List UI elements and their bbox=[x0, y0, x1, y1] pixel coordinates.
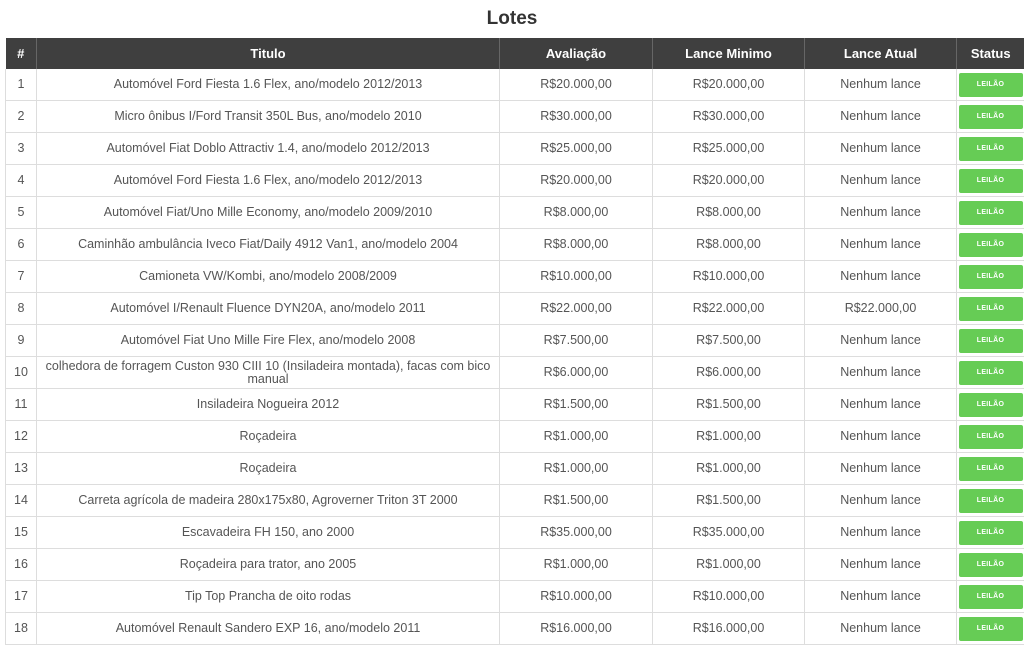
lot-min-bid: R$22.000,00 bbox=[653, 293, 805, 325]
lot-status-cell bbox=[957, 293, 1024, 325]
lot-title: Automóvel Ford Fiesta 1.6 Flex, ano/modelo 2012/2013 bbox=[37, 165, 500, 197]
table-row bbox=[6, 357, 1024, 389]
lot-evaluation: R$20.000,00 bbox=[500, 165, 653, 197]
leilao-status-button[interactable]: LEILÃO bbox=[959, 265, 1023, 289]
lot-status-cell bbox=[957, 485, 1024, 517]
lot-min-bid: R$8.000,00 bbox=[653, 197, 805, 229]
lot-title: Roçadeira bbox=[37, 421, 500, 453]
lot-current-bid: Nenhum lance bbox=[805, 325, 957, 357]
table-row bbox=[6, 325, 1024, 357]
lot-current-bid: Nenhum lance bbox=[805, 229, 957, 261]
lot-evaluation: R$8.000,00 bbox=[500, 197, 653, 229]
lot-status-cell bbox=[957, 325, 1024, 357]
leilao-status-button[interactable]: LEILÃO bbox=[959, 233, 1023, 257]
lot-status-cell bbox=[957, 357, 1024, 389]
column-header-title: Titulo bbox=[37, 38, 500, 69]
lot-status-cell bbox=[957, 133, 1024, 165]
leilao-status-button[interactable]: LEILÃO bbox=[959, 617, 1023, 641]
lot-current-bid: R$22.000,00 bbox=[805, 293, 957, 325]
lot-min-bid: R$20.000,00 bbox=[653, 69, 805, 101]
lot-status-cell bbox=[957, 517, 1024, 549]
column-header-number: # bbox=[6, 38, 37, 69]
lot-title: Automóvel Fiat Doblo Attractiv 1.4, ano/modelo 2012/2013 bbox=[37, 133, 500, 165]
lot-number: 8 bbox=[6, 293, 37, 325]
lot-min-bid: R$10.000,00 bbox=[653, 261, 805, 293]
leilao-status-button[interactable]: LEILÃO bbox=[959, 73, 1023, 97]
lot-evaluation: R$1.000,00 bbox=[500, 453, 653, 485]
lot-title: Roçadeira para trator, ano 2005 bbox=[37, 549, 500, 581]
lot-number: 13 bbox=[6, 453, 37, 485]
lot-current-bid: Nenhum lance bbox=[805, 101, 957, 133]
lot-current-bid: Nenhum lance bbox=[805, 261, 957, 293]
table-row bbox=[6, 581, 1024, 613]
lot-current-bid: Nenhum lance bbox=[805, 517, 957, 549]
lot-evaluation: R$20.000,00 bbox=[500, 69, 653, 101]
lot-min-bid: R$1.500,00 bbox=[653, 485, 805, 517]
table-row bbox=[6, 229, 1024, 261]
leilao-status-button[interactable]: LEILÃO bbox=[959, 585, 1023, 609]
lot-title: Automóvel Renault Sandero EXP 16, ano/modelo 2011 bbox=[37, 613, 500, 645]
lot-number: 1 bbox=[6, 69, 37, 101]
lot-number: 10 bbox=[6, 357, 37, 389]
lot-title: Automóvel Ford Fiesta 1.6 Flex, ano/modelo 2012/2013 bbox=[37, 69, 500, 101]
column-header-evaluation: Avaliação bbox=[500, 38, 653, 69]
table-row bbox=[6, 261, 1024, 293]
lot-current-bid: Nenhum lance bbox=[805, 165, 957, 197]
lot-current-bid: Nenhum lance bbox=[805, 69, 957, 101]
lot-status-cell bbox=[957, 581, 1024, 613]
table-row bbox=[6, 293, 1024, 325]
lot-number: 9 bbox=[6, 325, 37, 357]
leilao-status-button[interactable]: LEILÃO bbox=[959, 521, 1023, 545]
lot-current-bid: Nenhum lance bbox=[805, 421, 957, 453]
page-title: Lotes bbox=[486, 8, 538, 29]
lot-title: Camioneta VW/Kombi, ano/modelo 2008/2009 bbox=[37, 261, 500, 293]
lot-status-cell bbox=[957, 549, 1024, 581]
lot-number: 7 bbox=[6, 261, 37, 293]
table-row bbox=[6, 165, 1024, 197]
lot-evaluation: R$8.000,00 bbox=[500, 229, 653, 261]
column-header-min-bid: Lance Minimo bbox=[653, 38, 805, 69]
lot-status-cell bbox=[957, 421, 1024, 453]
leilao-status-button[interactable]: LEILÃO bbox=[959, 489, 1023, 513]
leilao-status-button[interactable]: LEILÃO bbox=[959, 137, 1023, 161]
lot-title: Automóvel I/Renault Fluence DYN20A, ano/modelo 2011 bbox=[37, 293, 500, 325]
lot-evaluation: R$16.000,00 bbox=[500, 613, 653, 645]
lot-status-cell bbox=[957, 261, 1024, 293]
column-header-current-bid: Lance Atual bbox=[805, 38, 957, 69]
lot-title: Tip Top Prancha de oito rodas bbox=[37, 581, 500, 613]
lot-evaluation: R$25.000,00 bbox=[500, 133, 653, 165]
lot-status-cell bbox=[957, 453, 1024, 485]
leilao-status-button[interactable]: LEILÃO bbox=[959, 425, 1023, 449]
lot-min-bid: R$25.000,00 bbox=[653, 133, 805, 165]
lot-evaluation: R$10.000,00 bbox=[500, 581, 653, 613]
lot-evaluation: R$1.500,00 bbox=[500, 389, 653, 421]
lot-current-bid: Nenhum lance bbox=[805, 485, 957, 517]
lot-number: 4 bbox=[6, 165, 37, 197]
lots-table bbox=[5, 38, 1024, 645]
table-row bbox=[6, 197, 1024, 229]
lot-current-bid: Nenhum lance bbox=[805, 453, 957, 485]
table-row bbox=[6, 69, 1024, 101]
lot-title: colhedora de forragem Custon 930 CIII 10 (Insiladeira montada), facas com bico manual bbox=[37, 357, 500, 389]
lot-title: Micro ônibus I/Ford Transit 350L Bus, ano/modelo 2010 bbox=[37, 101, 500, 133]
table-header bbox=[6, 38, 1024, 69]
lot-title: Automóvel Fiat Uno Mille Fire Flex, ano/modelo 2008 bbox=[37, 325, 500, 357]
leilao-status-button[interactable]: LEILÃO bbox=[959, 361, 1023, 385]
lot-status-cell bbox=[957, 229, 1024, 261]
lot-min-bid: R$30.000,00 bbox=[653, 101, 805, 133]
lot-evaluation: R$30.000,00 bbox=[500, 101, 653, 133]
leilao-status-button[interactable]: LEILÃO bbox=[959, 169, 1023, 193]
lot-evaluation: R$7.500,00 bbox=[500, 325, 653, 357]
lot-min-bid: R$7.500,00 bbox=[653, 325, 805, 357]
lot-number: 14 bbox=[6, 485, 37, 517]
lot-number: 6 bbox=[6, 229, 37, 261]
lot-number: 11 bbox=[6, 389, 37, 421]
table-row bbox=[6, 485, 1024, 517]
lot-status-cell bbox=[957, 389, 1024, 421]
lot-status-cell bbox=[957, 69, 1024, 101]
lot-evaluation: R$6.000,00 bbox=[500, 357, 653, 389]
leilao-status-button[interactable]: LEILÃO bbox=[959, 105, 1023, 129]
lot-min-bid: R$20.000,00 bbox=[653, 165, 805, 197]
lot-current-bid: Nenhum lance bbox=[805, 389, 957, 421]
lot-current-bid: Nenhum lance bbox=[805, 581, 957, 613]
lot-status-cell bbox=[957, 165, 1024, 197]
lot-current-bid: Nenhum lance bbox=[805, 133, 957, 165]
leilao-status-button[interactable]: LEILÃO bbox=[959, 457, 1023, 481]
lot-status-cell bbox=[957, 613, 1024, 645]
lot-min-bid: R$8.000,00 bbox=[653, 229, 805, 261]
lot-title: Caminhão ambulância Iveco Fiat/Daily 4912 Van1, ano/modelo 2004 bbox=[37, 229, 500, 261]
lot-evaluation: R$1.000,00 bbox=[500, 549, 653, 581]
lot-number: 12 bbox=[6, 421, 37, 453]
lot-status-cell bbox=[957, 197, 1024, 229]
table-row bbox=[6, 389, 1024, 421]
lot-number: 18 bbox=[6, 613, 37, 645]
lot-min-bid: R$35.000,00 bbox=[653, 517, 805, 549]
lot-number: 17 bbox=[6, 581, 37, 613]
leilao-status-button[interactable]: LEILÃO bbox=[959, 553, 1023, 577]
lot-evaluation: R$22.000,00 bbox=[500, 293, 653, 325]
lot-evaluation: R$1.000,00 bbox=[500, 421, 653, 453]
lot-status-cell bbox=[957, 101, 1024, 133]
lot-number: 16 bbox=[6, 549, 37, 581]
lot-min-bid: R$1.500,00 bbox=[653, 389, 805, 421]
lot-current-bid: Nenhum lance bbox=[805, 613, 957, 645]
lot-title: Automóvel Fiat/Uno Mille Economy, ano/modelo 2009/2010 bbox=[37, 197, 500, 229]
lot-min-bid: R$1.000,00 bbox=[653, 453, 805, 485]
table-row bbox=[6, 517, 1024, 549]
lot-min-bid: R$1.000,00 bbox=[653, 421, 805, 453]
table-row bbox=[6, 421, 1024, 453]
lot-number: 5 bbox=[6, 197, 37, 229]
lot-current-bid: Nenhum lance bbox=[805, 357, 957, 389]
lot-number: 15 bbox=[6, 517, 37, 549]
table-row bbox=[6, 453, 1024, 485]
lot-min-bid: R$1.000,00 bbox=[653, 549, 805, 581]
lot-min-bid: R$16.000,00 bbox=[653, 613, 805, 645]
lot-title: Escavadeira FH 150, ano 2000 bbox=[37, 517, 500, 549]
leilao-status-button[interactable]: LEILÃO bbox=[959, 393, 1023, 417]
leilao-status-button[interactable]: LEILÃO bbox=[959, 329, 1023, 353]
table-row bbox=[6, 613, 1024, 645]
lot-title: Insiladeira Nogueira 2012 bbox=[37, 389, 500, 421]
lot-number: 3 bbox=[6, 133, 37, 165]
leilao-status-button[interactable]: LEILÃO bbox=[959, 297, 1023, 321]
table-body bbox=[6, 69, 1024, 645]
lot-min-bid: R$6.000,00 bbox=[653, 357, 805, 389]
table-row bbox=[6, 133, 1024, 165]
table-row bbox=[6, 101, 1024, 133]
table-row bbox=[6, 549, 1024, 581]
lot-title: Carreta agrícola de madeira 280x175x80, Agroverner Triton 3T 2000 bbox=[37, 485, 500, 517]
lot-current-bid: Nenhum lance bbox=[805, 549, 957, 581]
lot-current-bid: Nenhum lance bbox=[805, 197, 957, 229]
lot-evaluation: R$10.000,00 bbox=[500, 261, 653, 293]
header-row bbox=[6, 38, 1024, 69]
lot-min-bid: R$10.000,00 bbox=[653, 581, 805, 613]
lot-number: 2 bbox=[6, 101, 37, 133]
lot-evaluation: R$35.000,00 bbox=[500, 517, 653, 549]
lot-evaluation: R$1.500,00 bbox=[500, 485, 653, 517]
leilao-status-button[interactable]: LEILÃO bbox=[959, 201, 1023, 225]
lot-title: Roçadeira bbox=[37, 453, 500, 485]
column-header-status: Status bbox=[957, 38, 1024, 69]
